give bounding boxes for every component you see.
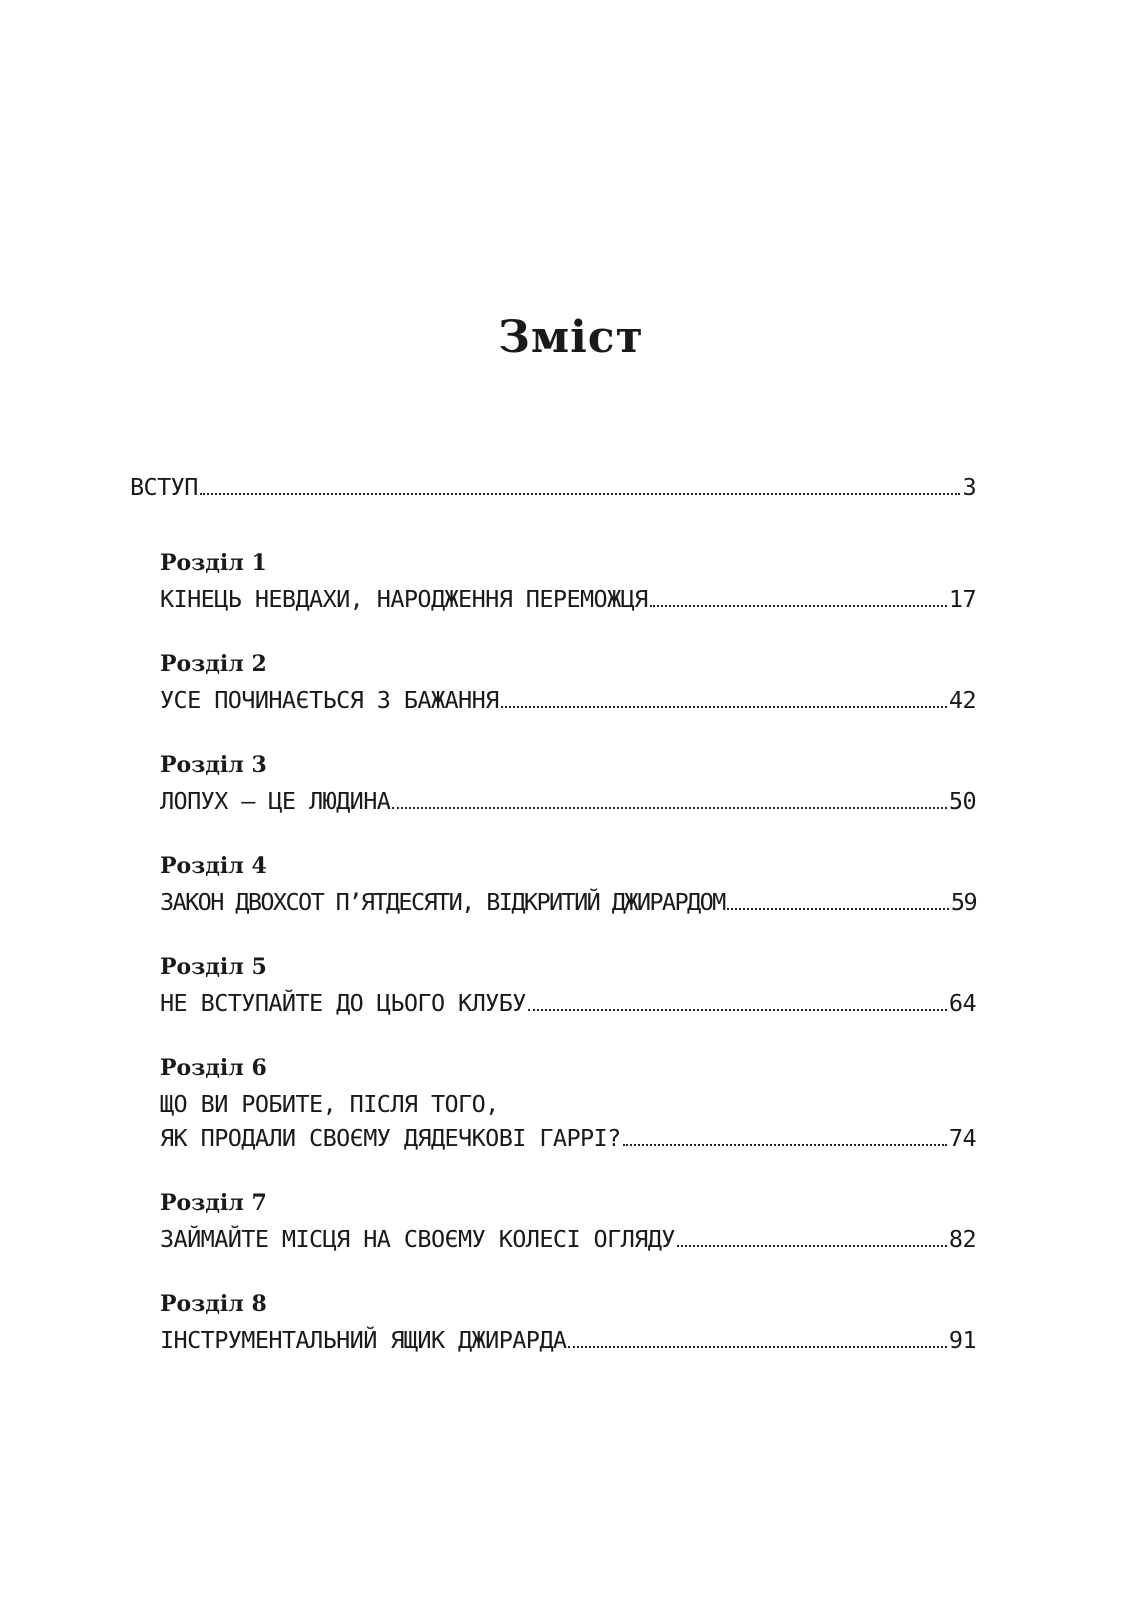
toc-page-number: 91 [948,1326,976,1354]
chapter-heading-4: Розділ 4 [160,853,267,879]
toc-entry-chapter-5[interactable] [160,988,976,1018]
toc-entry-label: ЗАЙМАЙТЕ МІСЦЯ НА СВОЄМУ КОЛЕСІ ОГЛЯДУ [160,1225,675,1253]
chapter-heading-5: Розділ 5 [160,954,267,980]
toc-entry-chapter-1[interactable] [160,584,976,614]
dot-leader [568,1345,946,1348]
toc-page-number: 50 [948,787,976,815]
dot-leader [727,907,949,910]
chapter-heading-7: Розділ 7 [160,1190,267,1216]
dot-leader [623,1143,947,1146]
toc-entry-label: НЕ ВСТУПАЙТЕ ДО ЦЬОГО КЛУБУ [160,989,526,1017]
toc-entry-chapter-6[interactable] [160,1123,976,1153]
toc-entry-label: КІНЕЦЬ НЕВДАХИ, НАРОДЖЕННЯ ПЕРЕМОЖЦЯ [160,585,648,613]
toc-page-number: 42 [948,686,976,714]
dot-leader [528,1008,947,1011]
dot-leader [677,1244,947,1247]
dot-leader [392,806,947,809]
toc-page-number: 17 [948,585,976,613]
chapter-heading-1: Розділ 1 [160,550,267,576]
toc-entry-label: ВСТУП [130,473,198,501]
toc-page-number: 82 [948,1225,976,1253]
toc-page-number: 64 [948,989,976,1017]
toc-entry-chapter-2[interactable] [160,685,976,715]
toc-entry-intro[interactable] [130,472,976,502]
toc-entry-label: ЯК ПРОДАЛИ СВОЄМУ ДЯДЕЧКОВІ ГАРРІ? [160,1124,621,1152]
toc-entry-chapter-3[interactable] [160,786,976,816]
toc-entry-chapter-7[interactable] [160,1224,976,1254]
dot-leader [501,705,947,708]
toc-entry-label: ІНСТРУМЕНТАЛЬНИЙ ЯЩИК ДЖИРАРДА [160,1326,567,1354]
toc-page-number: 74 [948,1124,976,1152]
chapter-heading-3: Розділ 3 [160,752,267,778]
toc-entry-label: ЛОПУХ – ЦЕ ЛЮДИНА [160,787,391,815]
toc-entry-chapter-8[interactable] [160,1325,976,1355]
toc-entry-label: ЗАКОН ДВОХСОТ П’ЯТДЕСЯТИ, ВІДКРИТИЙ ДЖИРАРДОМ [160,888,725,916]
chapter-heading-2: Розділ 2 [160,651,267,677]
toc-entry-chapter-6-line1[interactable]: ЩО ВИ РОБИТЕ, ПІСЛЯ ТОГО, [160,1090,499,1118]
toc-entry-chapter-4[interactable] [160,887,976,917]
toc-page-number: 59 [950,888,976,916]
dot-leader [650,604,947,607]
toc-page-number: 3 [962,473,976,501]
chapter-heading-8: Розділ 8 [160,1291,267,1317]
chapter-heading-6: Розділ 6 [160,1055,267,1081]
toc-entry-label: УСЕ ПОЧИНАЄТЬСЯ З БАЖАННЯ [160,686,499,714]
dot-leader [200,492,961,495]
page-title: Зміст [498,312,644,363]
